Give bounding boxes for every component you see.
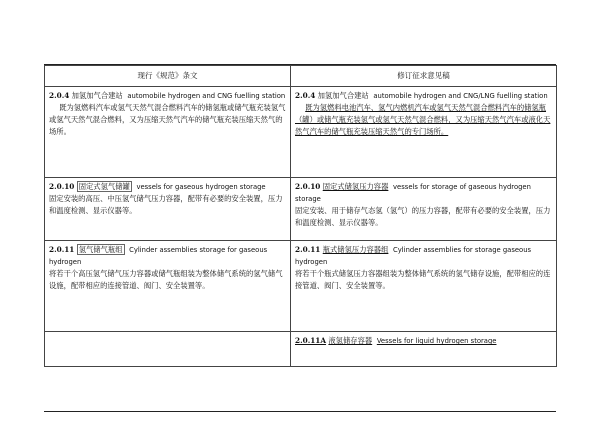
header-left: 现行《规范》条文 [45,66,291,87]
cell-current-2-0-10 [45,178,291,241]
clause-title-cn: 液氢储存容器 [328,336,373,345]
clause-title-en: vessels for storage of gaseous hydrogen storage [295,183,531,204]
clause-number: 2.0.10 [49,182,75,191]
clause-title-cn: 加氢加气合建站 [71,91,123,100]
clause-body: 既为氢燃料汽车或氢气天然气混合燃料汽车的储氢瓶或储气瓶充装氢气或氢气天然气混合燃料，又为压缩天然气汽车的储气瓶充装压缩天然气的场所。 [49,103,286,137]
cell-current-2-0-11 [45,241,291,332]
clause-number: 2.0.10 [295,182,321,191]
table-row [45,87,557,178]
clause-title-cn: 氢气储气瓶组 [78,245,123,254]
clause-title-en: automobile hydrogen and CNG/LNG fuelling station [373,92,548,100]
clause-title-en: automobile hydrogen and CNG fuelling station [127,92,286,100]
clause-number: 2.0.4 [295,91,316,100]
comparison-table [44,65,557,367]
clause-number: 2.0.11 [295,245,321,254]
clause-heading [49,181,286,193]
cell-revised-2-0-11 [291,241,557,332]
comparison-sheet [44,64,556,412]
clause-title-cn: 加氢加气合建站 [317,91,369,100]
table-row [45,178,557,241]
clause-title-en: Cylinder assemblies for storage gaseous hydrogen [295,246,532,267]
cell-current-empty [45,332,291,367]
clause-number: 2.0.11 [49,245,75,254]
cell-revised-2-0-11a [291,332,557,367]
clause-body: 固定安装的高压、中压氢气储气压力容器，配带有必要的安全装置，压力和温度检测、显示仪器等。 [49,194,283,216]
table-row [45,241,557,332]
cell-current-2-0-4 [45,87,291,178]
clause-body: 既为氢燃料电池汽车、氢气内燃机汽车或氢气天然气混合燃料汽车的储氢瓶（罐）或储气瓶充装氢气或氢气天然气混合燃料，又为压缩天然气汽车或液化天然气汽车的储气瓶充装压缩天然气的专门场所。 [295,103,551,137]
cell-revised-2-0-4 [291,87,557,178]
clause-title-en: vessels for gaseous hydrogen storage [136,183,266,191]
clause-heading [295,244,552,268]
clause-number: 2.0.11A [295,336,327,345]
clause-title-cn: 瓶式储氢压力容器组 [322,245,389,254]
header-right: 修订征求意见稿 [291,66,557,87]
clause-body: 将若干个高压氢气储气压力容器或储气瓶组装为整体储气系统的氢气储气设施，配带相应的连接管道、阀门、安全装置等。 [49,269,283,291]
clause-title-cn: 固定式氢气储罐 [78,182,130,191]
clause-number: 2.0.4 [49,91,70,100]
clause-title-en: Vessels for liquid hydrogen storage [376,337,497,345]
header-row [45,66,557,87]
clause-title-en: Cylinder assemblies storage for gaseous hydrogen [49,246,268,267]
clause-body: 将若干个瓶式储氢压力容器组装为整体储气系统的氢气储存设施，配带相应的连接管道、阀门、安全装置等。 [295,269,551,291]
clause-body: 固定安装、用于储存气态氢（氢气）的压力容器，配带有必要的安全装置，压力和温度检测、显示仪器等。 [295,206,551,228]
clause-heading [295,181,552,205]
clause-heading [295,335,552,347]
cell-revised-2-0-10 [291,178,557,241]
clause-title-cn: 固定式储氢压力容器 [322,182,389,191]
clause-heading [49,90,286,102]
clause-heading [49,244,286,268]
clause-heading [295,90,552,102]
table-row [45,332,557,367]
